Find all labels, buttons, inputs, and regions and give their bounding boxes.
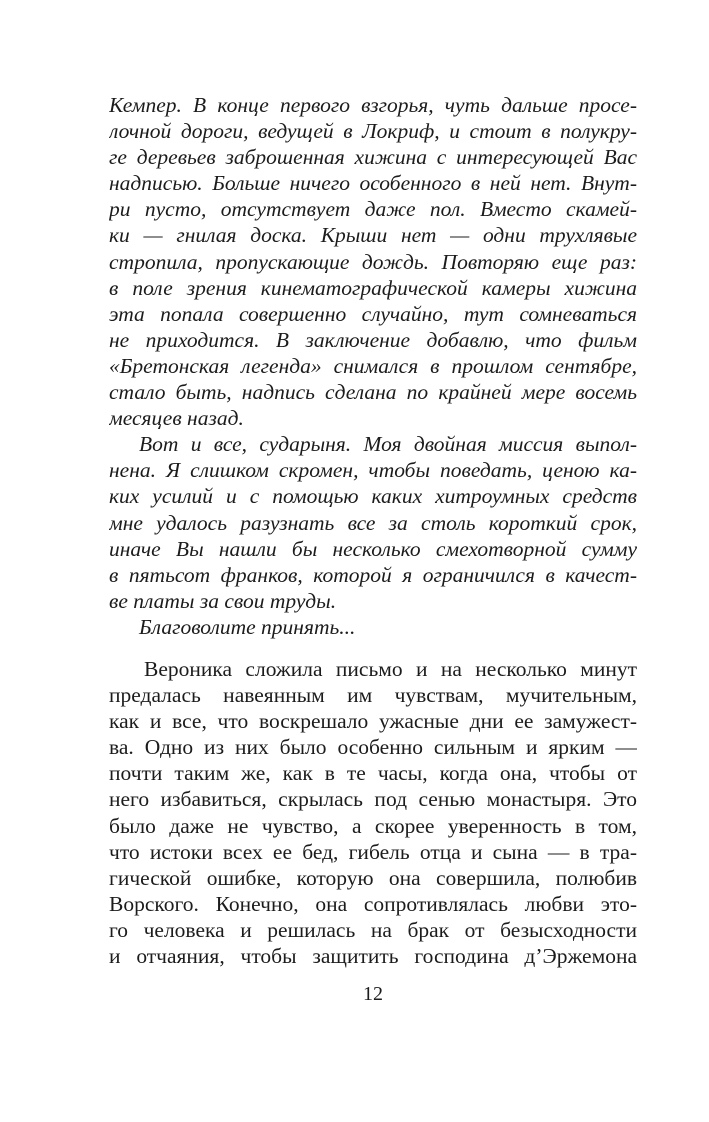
paragraph: [109, 614, 637, 640]
page-text: [109, 92, 637, 969]
text-line: что истоки всех ее бед, гибель отца и сына — в тра-: [109, 839, 637, 864]
text-line: Вот и все, сударыня. Моя двойная миссия выпол-: [139, 432, 637, 457]
text-line: лочной дороги, ведущей в Локриф, и стоит в полукру-: [109, 119, 637, 144]
text-line: ге деревьев заброшенная хижина с интересующей Вас: [109, 145, 637, 170]
text-line: было даже не чувство, а скорее уверенность в том,: [109, 813, 637, 838]
text-line: Кемпер. В конце первого взгорья, чуть дальше просе-: [109, 93, 637, 117]
text-line: надписью. Больше ничего особенного в ней нет. Внут-: [109, 171, 637, 196]
text-line: не приходится. В заключение добавлю, что фильм: [109, 327, 637, 352]
text-line: ва. Одно из них было особенно сильным и ярким —: [109, 735, 637, 760]
text-line: нена. Я слишком скромен, чтобы поведать, ценою ка-: [109, 458, 637, 483]
paragraph: [109, 656, 637, 969]
text-line: ки — гнилая доска. Крыши нет — одни трухлявые: [109, 223, 637, 248]
text-line: в пятьсот франков, которой я ограничился в качест-: [109, 562, 637, 587]
text-line: «Бретонская легенда» снимался в прошлом сентябре,: [109, 353, 637, 378]
text-line: него избавиться, скрылась под сенью монастыря. Это: [109, 787, 637, 812]
text-line: мне удалось разузнать все за столь короткий срок,: [109, 510, 637, 535]
letter-excerpt: [109, 92, 637, 640]
text-line: почти таким же, как в те часы, когда она, чтобы от: [109, 761, 637, 786]
text-line: ве платы за свои труды.: [109, 588, 337, 613]
text-line: ких усилий и с помощью каких хитроумных средств: [109, 484, 637, 509]
text-line: эта попала совершенно случайно, тут сомневаться: [109, 301, 637, 326]
paragraph: [109, 92, 637, 431]
text-line: иначе Вы нашли бы несколько смехотворной сумму: [109, 536, 637, 561]
text-line: в поле зрения кинематографической камеры хижина: [109, 275, 637, 300]
text-line: и отчаяния, чтобы защитить господина д’Эржемона: [109, 944, 637, 968]
text-line: Ворского. Конечно, она сопротивлялась любви это-: [109, 891, 637, 916]
text-line: как и все, что воскрешало ужасные дни ее замужест-: [109, 709, 637, 734]
text-line: месяцев назад.: [109, 406, 244, 431]
text-line: гической ошибке, которую она совершила, полюбив: [109, 865, 637, 890]
page-number: 12: [363, 983, 383, 1005]
text-line: Вероника сложила письмо и на несколько минут: [144, 656, 637, 681]
narrative-text: [109, 656, 637, 969]
text-line: стропила, пропускающие дождь. Повторяю еще раз:: [109, 249, 637, 274]
text-line: го человека и решилась на брак от безысходности: [109, 917, 637, 942]
text-line: стало быть, надпись сделана по крайней мере восемь: [109, 380, 637, 405]
text-line: ри пусто, отсутствует даже пол. Вместо скамей-: [109, 197, 637, 222]
paragraph: [109, 431, 637, 614]
text-line: предалась навеянным им чувствам, мучительным,: [109, 683, 637, 708]
text-line: Благоволите принять...: [139, 614, 356, 639]
